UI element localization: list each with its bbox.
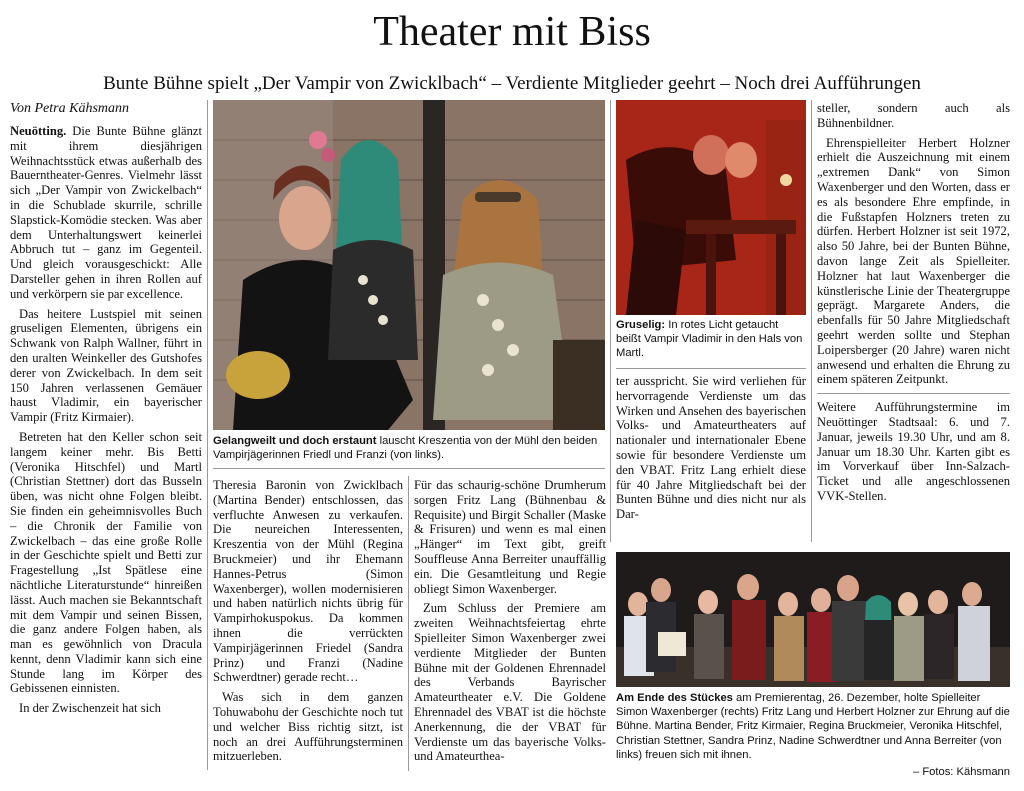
paragraph: Betreten hat den Keller schon seit langem keiner mehr. Bis Betti (Veronika Hitschfel) und Martl (Christian Stettner) dort das Busseln üben, was nicht ohne Folgen bleibt. Sie finden ein geheimnisvolles Buch – die Chronik der Familie von Zwickelbach – das eine große Rolle in der Geschichte spielt und Betti zur Fragestellung „Ist Spätlese eine nächtliche Literaturstunde“ hinreißen lässt. Auch machen sie Bekanntschaft mit dem Vampir und seinen Bissen, die ganz andere Folgen haben, als man es gewöhnlich von Dracula kennt, denn Vladimir kann sich eine Stunde lang im Körper des Gebissenen einnisten.	[10, 429, 202, 696]
caption-rule	[616, 368, 806, 369]
article-column-5	[817, 101, 1010, 541]
caption-rule	[213, 468, 605, 469]
author-byline: Von Petra Kähsmann	[10, 101, 129, 116]
caption-lead: Gruselig:	[616, 319, 666, 331]
headline: Theater mit Biss	[373, 9, 651, 55]
column-rule	[207, 100, 208, 770]
paragraph: In der Zwischenzeit hat sich	[19, 701, 161, 716]
paragraph: Das heitere Lustspiel mit seinen gruseligen Elementen, übrigens ein Schwank von Ralph Wallner, führt in den uralten Weinkeller des Gutshofes derer von Zwickelbach. In dem seit 150 Jahren verlassenen Gemäuer haust Vladimir, ein bayerischer Vampir (Fritz Kirmaier).	[10, 306, 202, 425]
column-rule	[811, 100, 812, 542]
column-rule	[610, 100, 611, 542]
article-column-2	[213, 478, 403, 774]
paragraph: Was sich in dem ganzen Tohuwabohu der Geschichte noch tut und welcher Biss richtig sitzt, ist noch an drei Aufführungsterminen mitzuerleben.	[213, 690, 403, 764]
caption-text: am Premierentag, 26. Dezember, holte Spielleiter Simon Waxenberger (rechts) Fritz Lang und Herbert Holzner zur Ehrung auf die Bühne. Martina Bender, Fritz Kirmaier, Regina Bruckmeier, Veronika Hitschfel, Christian Stettner, Sandra Prinz, Nadine Schwerdtner und Anna Berreiter (von links) freuen sich mit ihnen.	[616, 692, 1010, 761]
paragraph: steller, sondern auch als Bühnenbildner.	[817, 101, 1010, 130]
caption-photo-1	[213, 434, 605, 464]
caption-photo-2	[616, 318, 806, 362]
dateline: Neuötting.	[10, 124, 67, 138]
photo-vampire-bite	[616, 100, 806, 315]
subheadline: Bunte Bühne spielt „Der Vampir von Zwicklbach“ – Verdiente Mitglieder geehrt – Noch drei Aufführungen	[103, 73, 921, 94]
performance-dates: Weitere Aufführungstermine im Neuöttinger Stadtsaal: 6. und 7. Januar, jeweils 19.30 Uhr, und am 8. Januar um 18.30 Uhr. Karten gibt es im Vorverkauf über Inn-Salzach-Ticket und alle angeschlossenen VVK-Stellen.	[817, 400, 1010, 503]
caption-text: In rotes Licht getaucht beißt Vampir Vladimir in den Hals von Martl.	[616, 319, 803, 360]
photo-honoring-group	[616, 552, 1010, 687]
article-column-3	[414, 478, 606, 774]
info-rule	[817, 393, 1010, 394]
paragraph-text: Die Bunte Bühne glänzt mit ihrem diesjährigen Weihnachtsstück etwas außerhalb des Bauerntheater-Genres. Vielmehr lässt sich „Der Vampir von Zwickelbach“ in die Schublade skurrile, schrille Slapstick-Komödie stecken. Was aber dem Unterhaltungswert keinerlei Abbruch tut – ganz im Gegenteil. Und gleich vorausgeschickt: Alle Darsteller gehen in ihren Rollen auf und verkörpern sie par excellence.	[10, 124, 202, 301]
paragraph: Ehrenspielleiter Herbert Holzner erhielt die Auszeichnung mit einem „extremen Dank“ von Simon Waxenberger und den Worten, dass er es als besondere Ehre empfinde, in die Fußstapfen Holzners treten zu dürfen. Herbert Holzner ist seit 1972, also 50 Jahre, bei der Bunten Bühne, davon lange Zeit als Spielleiter. Holzner hat laut Waxenberger die künstlerische Linie der Theatergruppe geprägt. Margarete Anders, die ebenfalls für 50 Jahre Mitgliedschaft geehrt werden sollte und Stephan Loipersberger (20 Jahre) waren nicht anwesend und erhalten die Ehrung zu einem späteren Zeitpunkt.	[817, 135, 1010, 387]
caption-lead: Am Ende des Stückes	[616, 692, 733, 704]
column-rule	[408, 476, 409, 771]
paragraph: ter ausspricht. Sie wird verliehen für hervorragende Verdienste um das Wirken und Ansehen des bayerischen Volks- und Amateurtheaters auf nationaler und internationaler Ebene sowie für besondere Verdienste um den VBAT. Fritz Lang erhielt diese für 40 Jahre Mitgliedschaft bei der Bunten Bühne und dies nicht nur als Dar-	[616, 374, 806, 522]
paragraph: Zum Schluss der Premiere am zweiten Weihnachtsfeiertag ehrte Spielleiter Simon Waxenberger zwei verdiente Mitglieder der Bunten Bühne mit der Goldenen Ehrennadel des Verbands Bayrischer Amateurtheater e.V. Die Goldene Ehrennadel des VBAT ist die höchste Anerkennung, die der VBAT für Verdienste um das bayerische Volks- und Amateurthea-	[414, 601, 606, 764]
caption-photo-3	[616, 691, 1010, 763]
photo-image	[616, 100, 806, 315]
photo-image	[213, 100, 605, 430]
paragraph: Theresia Baronin von Zwicklbach (Martina Bender) entschlossen, das verfluchte Anwesen zu verkaufen. Die neureichen Interessenten, Kreszentia von der Mühl (Regina Bruckmeier) und ihr Ehemann Hannes-Petrus (Simon Waxenberger), wollen modernisieren und haben natürlich nichts übrig für Vampirhokuspokus. Da kommen ihnen die verrückten Vampirjägerinnen Friedel (Sandra Prinz) und Franzi (Nadine Schwerdtner) gerade recht…	[213, 478, 403, 685]
caption-lead: Gelangweilt und doch erstaunt	[213, 435, 377, 447]
article-column-1	[10, 124, 202, 774]
photo-vampire-hunters	[213, 100, 605, 430]
photo-credit: – Fotos: Kähsmann	[912, 766, 1010, 778]
article-column-4	[616, 374, 806, 542]
paragraph: Für das schaurig-schöne Drumherum sorgen Fritz Lang (Bühnenbau & Requisite) und Birgit Schaller (Maske & Frisuren) und wenn es mal einen „Hänger“ im Text gibt, greift Souffleuse Anna Berreiter unauffällig ein. Die Gesamtleitung und Regie obliegt Simon Waxenberger.	[414, 478, 606, 596]
photo-image	[616, 552, 1010, 687]
caption-text: lauscht Kreszentia von der Mühl den beiden Vampirjägerinnen Friedl und Franzi (von links).	[213, 435, 598, 462]
paragraph	[10, 124, 202, 302]
